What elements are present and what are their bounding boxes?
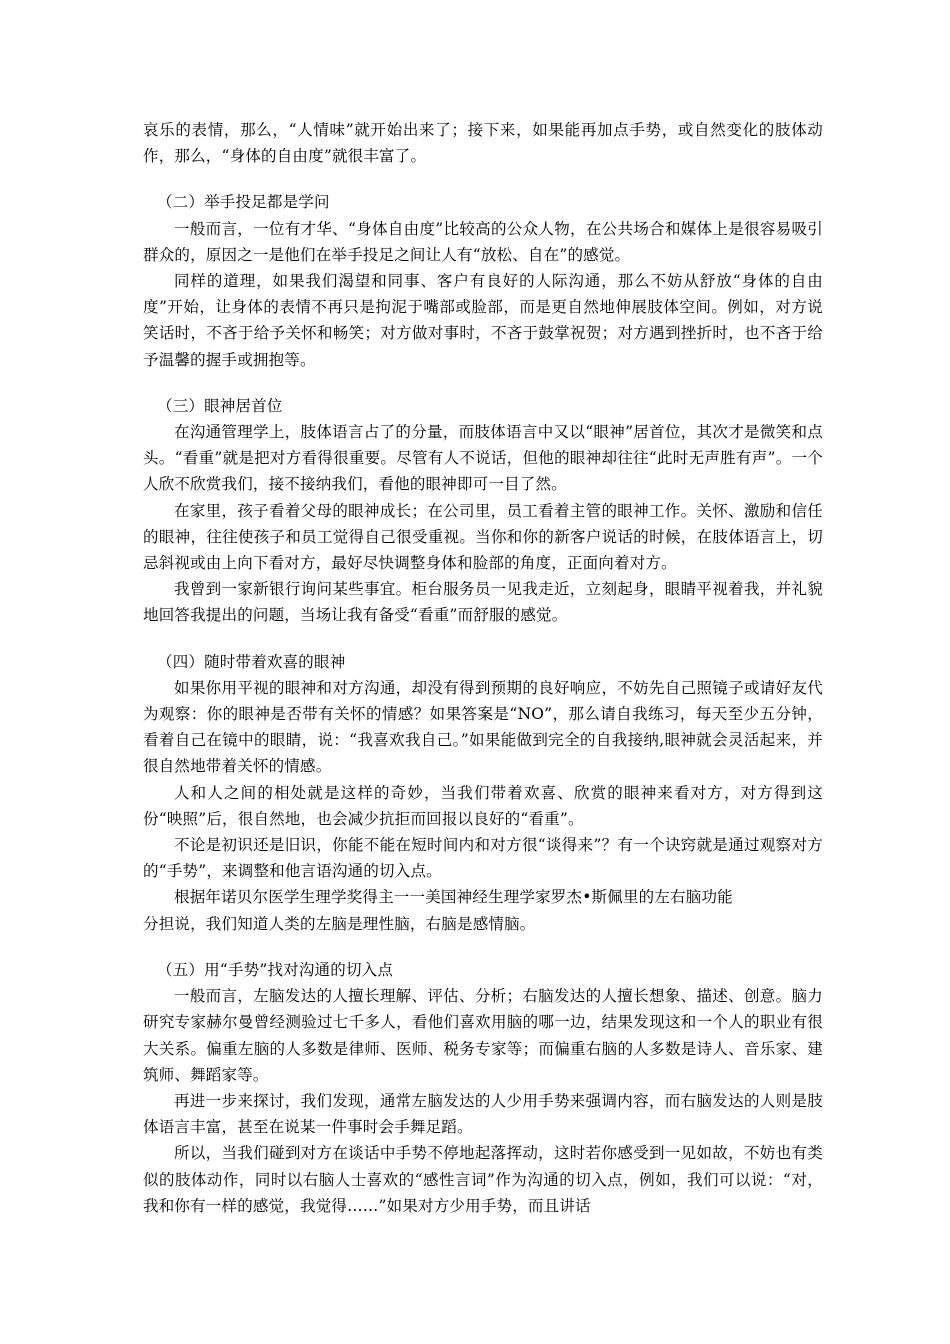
section4-paragraph-2: 人和人之间的相处就是这样的奇妙，当我们带着欢喜、欣赏的眼神来看对方，对方得到这份“映照”后，很自然地，也会减少抗拒而回报以良好的“看重”。 bbox=[143, 783, 823, 828]
intro-paragraph: 哀乐的表情，那么，“人情味”就开始出来了；接下来，如果能再加点手势，或自然变化的肢体动作，那么，“身体的自由度”就很丰富了。 bbox=[143, 121, 823, 166]
section3-paragraph-1: 在沟通管理学上，肢体语言占了的分量，而肢体语言中又以“眼神”居首位，其次才是微笑和点头。“看重”就是把对方看得很重要。尽管有人不说话，但他的眼神却往往“此时无声胜有声”。一个人欣不欣赏我们，接不接纳我们，看他的眼神即可一目了然。 bbox=[143, 423, 823, 494]
section3-paragraph-3: 我曾到一家新银行询问某些事宜。柜台服务员一见我走近，立刻起身，眼睛平视着我，并礼貌地回答我提出的问题，当场让我有备受“看重”而舒服的感觉。 bbox=[143, 580, 823, 625]
section2-paragraph-1: 一般而言，一位有才华、“身体自由度”比较高的公众人物，在公共场合和媒体上是很容易吸引群众的，原因之一是他们在举手投足之间让人有“放松、自在”的感觉。 bbox=[143, 219, 823, 264]
section3-paragraph-2: 在家里，孩子看着父母的眼神成长；在公司里，员工看着主管的眼神工作。关怀、激励和信任的眼神，往往使孩子和员工觉得自己很受重视。当你和你的新客户说话的时候，在肢体语言上，切忌斜视或由上向下看对方，最好尽快调整身体和脸部的角度，正面向着对方。 bbox=[143, 501, 823, 573]
section4-paragraph-4-line-1: 根据年诺贝尔医学生理学奖得主一一美国神经生理学家罗杰•斯佩里的左右脑功能 bbox=[174, 888, 733, 907]
section5-paragraph-3: 所以，当我们碰到对方在谈话中手势不停地起落挥动，这时若你感受到一见如故，不妨也有类似的肢体动作，同时以右脑人士喜欢的“感性言词”作为沟通的切入点，例如，我们可以说：“对，我和你有一样的感觉，我觉得……”如果对方少用手势，而且讲话 bbox=[143, 1144, 823, 1215]
document-page bbox=[143, 117, 823, 1219]
section5-paragraph-2: 再进一步来探讨，我们发现，通常左脑发达的人少用手势来强调内容，而右脑发达的人则是肢体语言丰富，甚至在说某一件事时会手舞足蹈。 bbox=[143, 1091, 823, 1137]
section-heading-4: （四）随时带着欢喜的眼神 bbox=[157, 652, 346, 671]
section-heading-2: （二）举手投足都是学问 bbox=[157, 193, 330, 212]
section2-paragraph-2: 同样的道理，如果我们渴望和同事、客户有良好的人际沟通，那么不妨从舒放“身体的自由度”开始，让身体的表情不再只是拘泥于嘴部或脸部，而是更自然地伸展肢体空间。例如，对方说笑话时，不吝于给予关怀和畅笑；对方做对事时，不吝于鼓掌祝贺；对方遇到挫折时，也不吝于给予温馨的握手或拥抱等。 bbox=[143, 272, 823, 369]
section-heading-5: （五）用“手势”找对沟通的切入点 bbox=[157, 960, 394, 979]
section5-paragraph-1: 一般而言，左脑发达的人擅长理解、评估、分析；右脑发达的人擅长想象、描述、创意。脑力研究专家赫尔曼曾经测验过七千多人，看他们喜欢用脑的哪一边，结果发现这和一个人的职业有很大关系。偏重左脑的人多数是律师、医师、税务专家等；而偏重右脑的人多数是诗人、音乐家、建筑师、舞蹈家等。 bbox=[143, 987, 823, 1084]
section4-paragraph-4-line-2: 分担说，我们知道人类的左脑是理性脑，右脑是感情脑。 bbox=[143, 914, 536, 933]
section4-paragraph-1: 如果你用平视的眼神和对方沟通，却没有得到预期的良好响应，不妨先自己照镜子或请好友代为观察：你的眼神是否带有关怀的情感？如果答案是“NO”，那么请自我练习，每天至少五分钟，看着自己在镜中的眼睛，说：“我喜欢我自己。”如果能做到完全的自我接纳,眼神就会灵活起来，并很自然地带着关怀的情感。 bbox=[143, 678, 823, 776]
section4-paragraph-3: 不论是初识还是旧识，你能不能在短时间内和对方很“谈得来”？有一个诀窍就是通过观察对方的“手势”，来调整和他言语沟通的切入点。 bbox=[143, 836, 823, 881]
section-heading-3: （三）眼神居首位 bbox=[157, 396, 283, 415]
